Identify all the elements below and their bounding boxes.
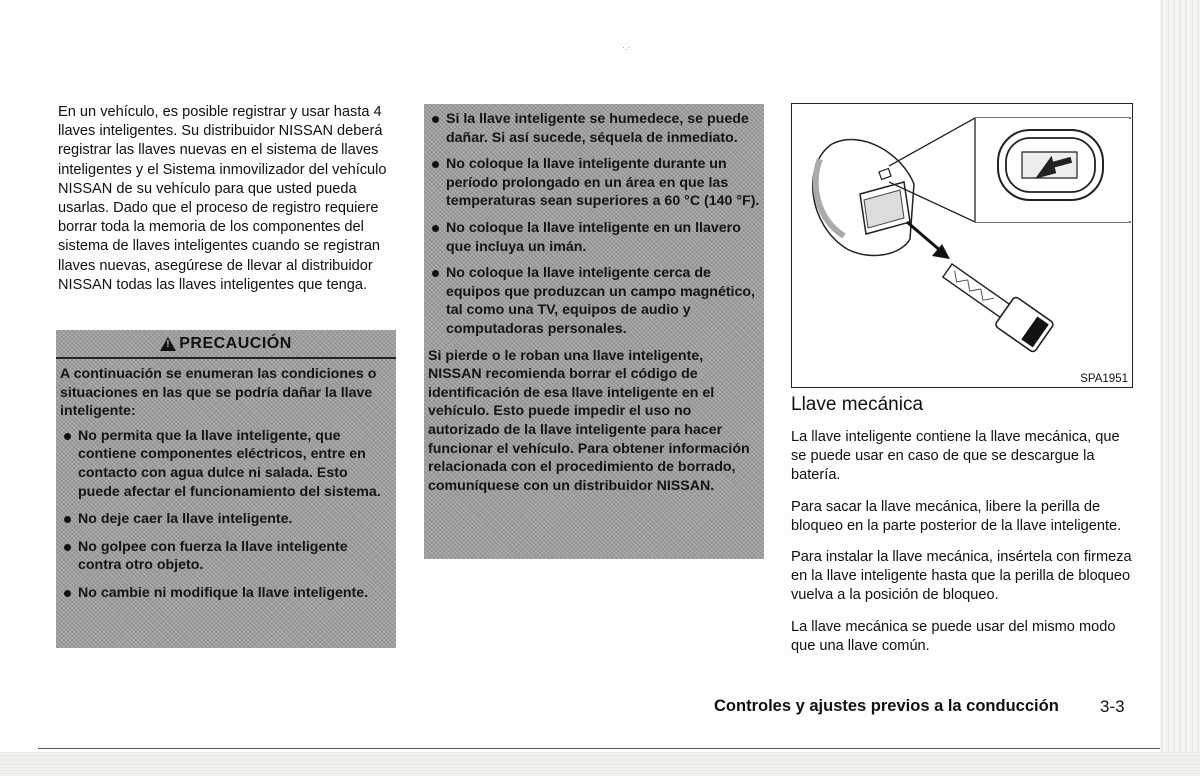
caution-item: No permita que la llave inteligente, que contiene componentes eléctricos, entre en contacto con agua dulce ni salada. Esto puede afectar el funcionamiento del sistema. bbox=[60, 427, 392, 501]
paragraph: La llave mecánica se puede usar del mismo modo que una llave común. bbox=[791, 618, 1116, 654]
mechanical-key-text bbox=[791, 428, 1134, 668]
paragraph: Para sacar la llave mecánica, libere la perilla de bloqueo en la parte posterior de la llave inteligente. bbox=[791, 498, 1122, 534]
caution-header bbox=[56, 330, 396, 359]
caution-item: Si la llave inteligente se humedece, se puede dañar. Si así sucede, séquela de inmediato. bbox=[428, 110, 760, 147]
mechanical-key-illustration bbox=[791, 103, 1133, 388]
scan-speck: ·.· bbox=[622, 42, 631, 52]
caution-title: PRECAUCIÓN bbox=[179, 334, 292, 352]
bottom-scan-strip bbox=[0, 752, 1200, 776]
lost-key-paragraph: Si pierde o le roban una llave inteligente, NISSAN recomienda borrar el código de identificación de esa llave inteligente en el vehículo. Esto puede impedir el uso no autorizado de la llave inteligente para hacer funcionar el vehículo. Para obtener información relacionada con el procedimiento de borrado, comuníquese con un distribuidor NISSAN. bbox=[428, 347, 750, 494]
mechanical-key bbox=[937, 256, 1054, 353]
mechanical-key-drawing bbox=[792, 104, 1131, 386]
figure-code: SPA1951 bbox=[1080, 373, 1128, 385]
caution-box bbox=[56, 330, 396, 648]
caution-item: No coloque la llave inteligente durante un período prolongado en un área en que las temperaturas sean superiores a 60 °C (140 °F). bbox=[428, 155, 760, 211]
pull-arrow-shaft bbox=[907, 222, 942, 252]
caution-intro: A continuación se enumeran las condiciones o situaciones en las que se podría dañar la llave inteligente: bbox=[60, 366, 377, 420]
caution-item: No coloque la llave inteligente cerca de equipos que produzcan un campo magnético, tal como una TV, equipos de audio y computadoras personales. bbox=[428, 264, 760, 338]
bottom-rule bbox=[38, 748, 1160, 749]
section-title: Llave mecánica bbox=[791, 394, 924, 415]
paragraph: Para instalar la llave mecánica, insértela con firmeza en la llave inteligente hasta que la perilla de bloqueo vuelva a la posición de bloqueo. bbox=[791, 549, 1132, 604]
caution-continued-box bbox=[424, 104, 764, 559]
paragraph: La llave inteligente contiene la llave mecánica, que se puede usar en caso de que se descargue la batería. bbox=[791, 429, 1120, 484]
page-number: 3-3 bbox=[1100, 697, 1125, 716]
key-blade bbox=[943, 264, 1010, 317]
caution-continued-list bbox=[428, 110, 760, 339]
caution-item: No golpee con fuerza la llave inteligente contra otro objeto. bbox=[60, 538, 392, 575]
caution-item: No cambie ni modifique la llave inteligente. bbox=[60, 584, 392, 603]
caution-item: No coloque la llave inteligente en un llavero que incluya un imán. bbox=[428, 219, 760, 256]
page-edge-scan-texture bbox=[1160, 0, 1200, 776]
caution-item: No deje caer la llave inteligente. bbox=[60, 510, 392, 529]
caution-body bbox=[56, 359, 396, 603]
footer-section-title: Controles y ajustes previos a la conducción bbox=[714, 697, 1059, 715]
warning-triangle-icon bbox=[160, 337, 176, 351]
intro-paragraph: En un vehículo, es posible registrar y usar hasta 4 llaves inteligentes. Su distribuidor NISSAN deberá registrar las llaves nuevas en el sistema de llaves inteligentes y el Sistema inmovilizador del vehículo NISSAN de su vehículo para que usted pueda usarlas. Dado que el proceso de registro requiere borrar toda la memoria de los componentes del sistema de llaves inteligentes cuando se registran llaves nuevas, asegúrese de llevar al distribuidor NISSAN todas las llaves inteligentes que tenga. bbox=[58, 104, 387, 293]
caution-list bbox=[60, 427, 392, 603]
